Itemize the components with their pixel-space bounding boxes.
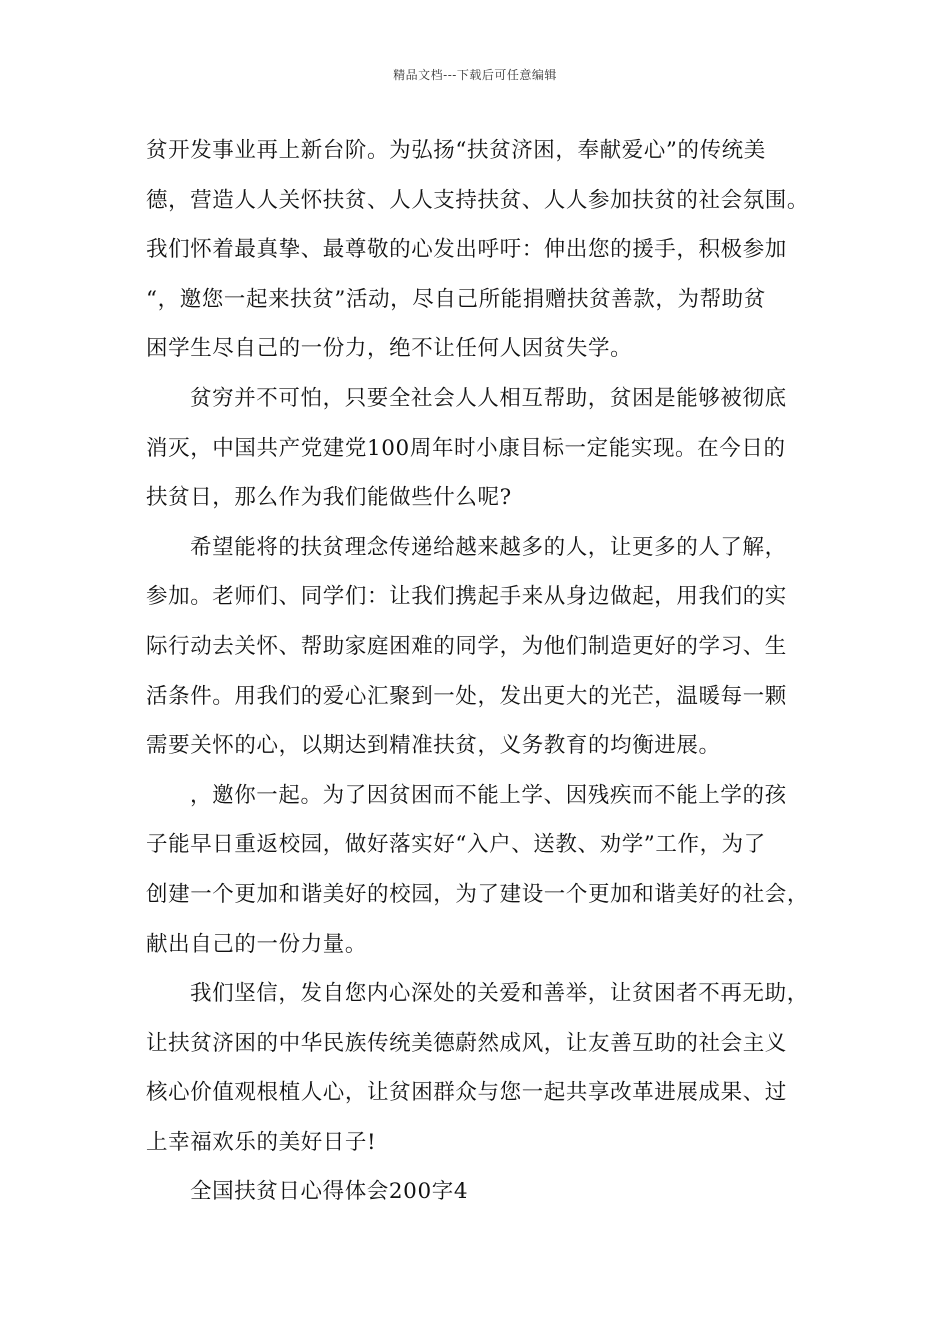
- text-line: 上幸福欢乐的美好日子!: [146, 1129, 377, 1155]
- paragraph-start-line: ，邀你一起。为了因贫困而不能上学、因残疾而不能上学的孩: [190, 782, 787, 808]
- text-line: 活条件。用我们的爱心汇聚到一处，发出更大的光芒，温暖每一颗: [146, 683, 787, 709]
- text-line: “，邀您一起来扶贫”活动，尽自己所能捐赠扶贫善款，为帮助贫: [146, 286, 766, 312]
- text-line: 让扶贫济困的中华民族传统美德蔚然成风，让友善互助的社会主义: [146, 1030, 787, 1056]
- text-line: 贫开发事业再上新台阶。为弘扬“扶贫济困，奉献爱心”的传统美: [146, 138, 766, 163]
- paragraph-start-line: 我们坚信，发自您内心深处的关爱和善举，让贫困者不再无助，: [190, 981, 809, 1007]
- document-body: [146, 133, 836, 1224]
- text-line: 德，营造人人关怀扶贫、人人支持扶贫、人人参加扶贫的社会氛围。: [146, 187, 810, 213]
- text-line: 扶贫日，那么作为我们能做些什么呢?: [146, 485, 512, 511]
- text-line: 参加。老师们、同学们：让我们携起手来从身边做起，用我们的实: [146, 584, 787, 610]
- page-header: 精品文档---下载后可任意编辑: [393, 68, 557, 82]
- text-line: 消灭，中国共产党建党100周年时小康目标一定能实现。在今日的: [146, 435, 786, 461]
- text-line: 核心价值观根植人心，让贫困群众与您一起共享改革进展成果、过: [146, 1080, 787, 1106]
- section-heading: 全国扶贫日心得体会200字4: [190, 1179, 469, 1205]
- text-line: 献出自己的一份力量。: [146, 931, 368, 957]
- text-line: 创建一个更加和谐美好的校园，为了建设一个更加和谐美好的社会，: [146, 881, 810, 907]
- text-line: 困学生尽自己的一份力，绝不让任何人因贫失学。: [146, 336, 633, 362]
- paragraph-start-line: 希望能将的扶贫理念传递给越来越多的人，让更多的人了解，: [190, 534, 787, 560]
- text-line: 我们怀着最真挚、最尊敬的心发出呼吁：伸出您的援手，积极参加: [146, 237, 787, 263]
- text-line: 际行动去关怀、帮助家庭困难的同学，为他们制造更好的学习、生: [146, 633, 787, 659]
- text-line: 需要关怀的心，以期达到精准扶贫，义务教育的均衡进展。: [146, 733, 721, 759]
- paragraph-start-line: 贫穷并不可怕，只要全社会人人相互帮助，贫困是能够被彻底: [190, 385, 787, 411]
- text-line: 子能早日重返校园，做好落实好“入户、送教、劝学”工作，为了: [146, 832, 766, 858]
